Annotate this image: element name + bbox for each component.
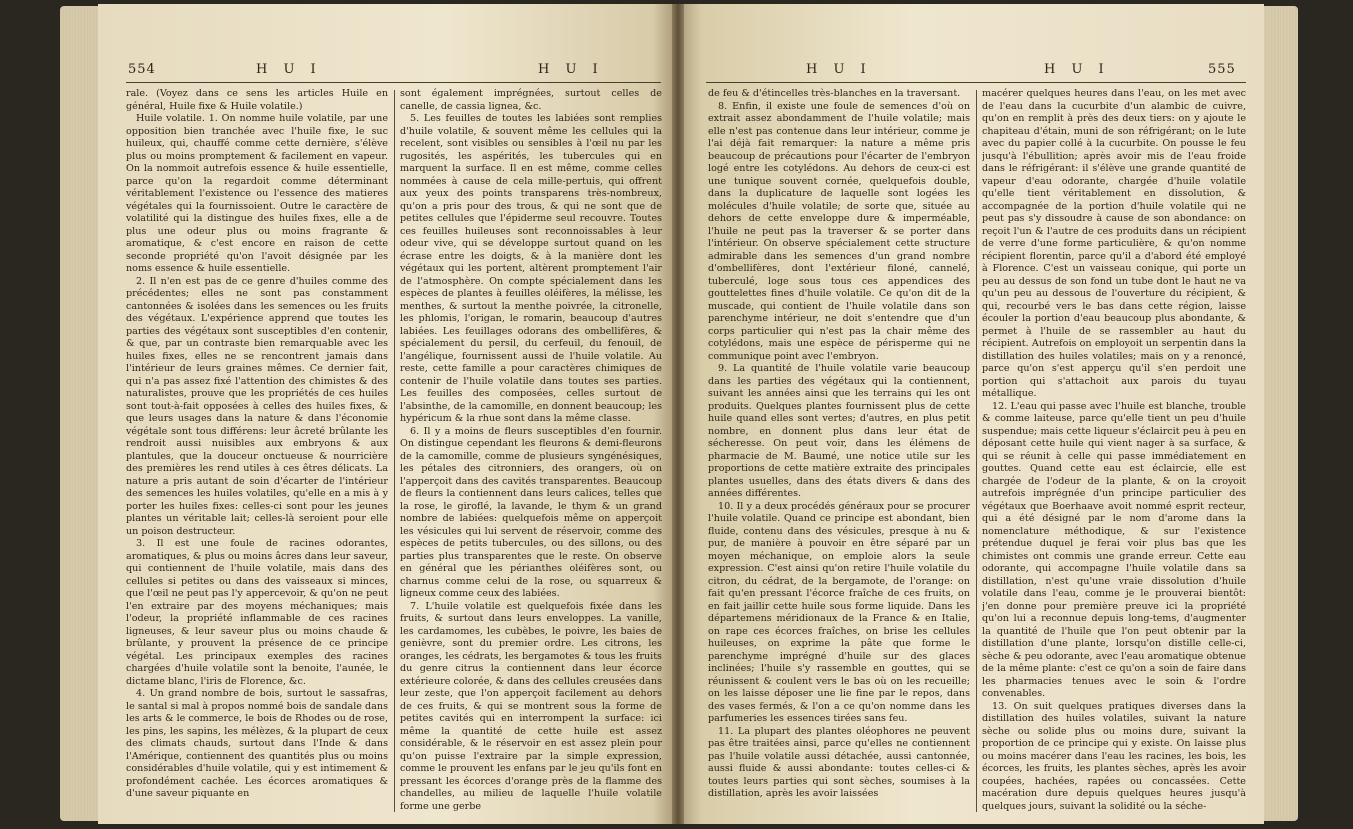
column-divider (394, 90, 395, 812)
left-page (98, 4, 676, 824)
text-column-2 (400, 88, 662, 814)
paragraph: 12. L'eau qui passe avec l'huile est blanche, trouble & comme laiteuse, parce qu'elle tient un peu d'huile suspendue; mais cette liqueur s'éclaircit peu à peu en déposant cette huile qui vient nager à sa surface, & qui se réunit à celle qui passe immédiatement en gouttes. Quand cette eau est éclaircie, elle est chargée de l'odeur de la plante, & on la croyoit autrefois imprégnée d'un principe particulier des végétaux que Boerhaave avoit nommé esprit recteur, qui a été désigné par le nom d'arome dans la nomenclature méthodique, & sur l'existence prétendue duquel je ferai voir plus bas que les chimistes ont commis une grande erreur. Cette eau odorante, qui accompagne l'huile volatile dans sa distillation, n'est qu'une vraie dissolution d'huile volatile dans l'eau, comme je le prouverai bientôt: j'en donne pour première preuve ici la propriété qu'on lui a reconnue depuis long-tems, d'augmenter la quantité de l'huile que l'on peut obtenir par la distillation d'une plante, lorsqu'on distille celle-ci, sèche & peu odorante, avec l'eau aromatique obtenue de la même plante: c'est ce qu'on a soin de faire dans les pharmacies tenues avec le soin & l'ordre convenables. (982, 400, 1246, 699)
paragraph: 7. L'huile volatile est quelquefois fixée dans les fruits, & surtout dans leurs enveloppes. La vanille, les cardamomes, les cubèbes, le poivre, les baies de genièvre, sont du premier ordre. Les citrons, les oranges, les cédrats, les bergamotes & tous les fruits du genre citrus la contiennent dans leur écorce extérieure colorée, & dans des cellules creusées dans leur zeste, que l'on apperçoit facilement au dehors de ces fruits, & qui se montrent sous la forme de petites cavités qui en interrompent la surface: ici même la quantité de cette huile est assez considérable, & le réservoir en est assez plein pour qu'on puisse l'extraire par la simple expression, comme le prouvent les enfans par le jeu qu'ils font en pressant les écorces d'orange près de la flamme des chandelles, au milieu de laquelle l'huile volatile forme une gerbe (400, 600, 662, 812)
left-page-edges (60, 6, 100, 821)
page-number: 554 (128, 62, 156, 77)
right-page-edges (1262, 6, 1298, 821)
paragraph: sont également imprégnées, surtout celles de canelle, de cassia lignea, &c. (400, 88, 662, 112)
paragraph: rale. (Voyez dans ce sens les articles Huile en général, Huile fixe & Huile volatile.) (126, 88, 388, 112)
paragraph: 4. Un grand nombre de bois, surtout le sassafras, le santal si mal à propos nommé bois de sandale dans les arts & le commerce, le bois de Rhodes ou de rose, les pins, les sapins, les mélèzes, & la plupart de ceux des climats chauds, surtout dans l'Inde & dans l'Amérique, contiennent des quantités plus ou moins considérables d'huile volatile, qui y est intimement & profondément cachée. Les écorces aromatiques & d'une saveur piquante en (126, 688, 388, 799)
paragraph: 3. Il est une foule de racines odorantes, aromatiques, & plus ou moins âcres dans leur saveur, qui contiennent de l'huile volatile, mais dans des cellules si petites ou dans des vaisseaux si minces, que l'œil ne peut pas l'y appercevoir, & qu'on ne peut l'en extraire par des moyens méchaniques; mais l'odeur, la propriété inflammable de ces racines ligneuses, & leur saveur plus ou moins chaude & brûlante, y prouvent la présence de ce principe végétal. Les principaux exemples des racines chargées d'huile volatile sont la benoite, l'aunée, le dictame blanc, l'iris de Florence, &c. (126, 538, 388, 687)
paragraph: 11. La plupart des plantes oléophores ne peuvent pas être traitées ainsi, parce qu'elles ne contiennent pas l'huile volatile aussi détachée, aussi cantonnée, aussi fluide & aussi abondante: toutes celles-ci & toutes leurs parties qui sont sèches, soumises à la distillation, après les avoir laissées (708, 725, 970, 799)
left-running-header (98, 62, 676, 82)
running-headword: H U I (1044, 62, 1110, 77)
text-column-1 (126, 88, 388, 814)
running-headword: H U I (806, 62, 872, 77)
paragraph: Huile volatile. 1. On nomme huile volatile, par une opposition bien tranchée avec l'huile fixe, le suc huileux, qui, chauffé comme cette dernière, s'élève plus ou moins promptement & facilement en vapeur. On la nommoit autrefois essence & huile essentielle, parce qu'on la regardoit comme déterminant véritablement l'existence ou l'essence des matieres végétales qui la fournissoient. Outre le caractère de volatilité qui la distingue des huiles fixes, elle a de plus une odeur plus ou moins fragrante & aromatique, & c'est encore en raison de cette seconde propriété qu'on l'avoit désignée par les noms essence & huile essentielle. (126, 113, 388, 274)
paragraph: 8. Enfin, il existe une foule de semences d'où on extrait assez abondamment de l'huile volatile; mais elle n'est pas contenue dans leur intérieur, comme je l'ai déjà fait remarquer: la nature a même pris beaucoup de précautions pour l'écarter de l'embryon logé entre les cotylédons. Au dehors de ceux-ci est une tunique souvent cornée, quelquefois double, dans la duplicature de laquelle sont logées les molécules d'huile volatile; de sorte que, située au dehors de cette enveloppe dure & imperméable, l'huile ne peut pas la traverser & se porter dans l'intérieur. On observe spécialement cette structure admirable dans les semences d'un grand nombre d'ombellifères, dont l'extérieur filoné, cannelé, tuberculé, loge sous tous ces appendices des gouttelettes fines d'huile volatile. Ce qu'on dit de la muscade, qui contient de l'huile volatile dans son parenchyme intérieur, ne doit s'entendre que d'un corps particulier qui n'est pas la chair même des cotylédons, mais une espèce de périsperme qui ne communique point avec l'embryon. (708, 100, 970, 362)
paragraph: 6. Il y a moins de fleurs susceptibles d'en fournir. On distingue cependant les fleurons & demi-fleurons de la camomille, comme de plusieurs syngénésiques, les pétales des citronniers, des orangers, où on l'apperçoit dans des cavités transparentes. Beaucoup de fleurs la contiennent dans leurs calices, telles que la rose, le giroflé, la lavande, le thym & un grand nombre de labiées: quelquefois même on apperçoit les vésicules qui lui servent de réservoir, comme des espèces de petits tubercules, ou des sillons, ou des parties plus transparentes que le reste. On observe en général que les périanthes oléifères sont, ou charnus comme celui de la rose, ou squarreux & ligneux comme ceux des labiées. (400, 425, 662, 599)
header-rule (706, 82, 1246, 83)
book-gutter (672, 4, 684, 824)
right-running-header (678, 62, 1264, 82)
page-number: 555 (1208, 62, 1236, 77)
running-headword: H U I (538, 62, 604, 77)
text-column-2 (982, 88, 1246, 814)
paragraph: 10. Il y a deux procédés généraux pour se procurer l'huile volatile. Quand ce principe est abondant, bien fluide, contenu dans des vésicules, presque à nu & pur, de manière à pouvoir en être séparé par un moyen méchanique, on emploie alors la seule expression. C'est ainsi qu'on retire l'huile volatile du citron, du cédrat, de la bergamote, de l'orange: on fait qu'en pressant l'écorce fraîche de ces fruits, on en fait jaillir cette huile sous forme liquide. Dans les départemens méridionaux de la France & en Italie, on rape ces écorces fraîches, on brise les cellules huileuses, on exprime la pâte que forme le parenchyme imprégné d'huile sur des glaces inclinées; l'huile s'y rassemble en gouttes, qui se réunissent & coulent vers le bas où on les recueille; on les laisse déposer une lie fine par le repos, dans des vases fermés, & l'on a ce qu'on nomme dans les parfumeries les essences tirées sans feu. (708, 500, 970, 724)
column-divider (976, 90, 977, 812)
paragraph: 2. Il n'en est pas de ce genre d'huiles comme des précédentes; elles ne sont pas constamment cantonnées & isolées dans les semences ou les fruits des végétaux. L'expérience apprend que toutes les parties des végétaux sont susceptibles d'en contenir, & que, par un contraste bien remarquable avec les huiles fixes, elles ne se rencontrent jamais dans l'intérieur de leurs graines mêmes. Ce dernier fait, qui n'a pas assez fixé l'attention des chimistes & des naturalistes, prouve que les propriétés de ces huiles sont tout-à-fait opposées à celles des huiles fixes, & que leurs usages dans la nature & dans l'économie végétale sont tous différens: leur âcreté brûlante les rendroit aussi nuisibles aux embryons & aux plantules, que la douceur onctueuse & nourricière des premières les rend utiles à ces êtres délicats. La nature a pris autant de soin d'écarter de l'intérieur des semences les huiles volatiles, qu'elle en a mis à y porter les huiles fixes: celles-ci sont pour les jeunes plantes un véritable lait; celles-là seroient pour elle un poison destructeur. (126, 275, 388, 537)
paragraph: 9. La quantité de l'huile volatile varie beaucoup dans les parties des végétaux qui la contiennent, suivant les années ainsi que les terrains qui les ont produits. Quelques plantes fournissent plus de cette huile quand elles sont vertes; d'autres, en plus petit nombre, en donnent plus dans leur état de sécheresse. On peut voir, dans les élémens de pharmacie de M. Baumé, une notice utile sur les proportions de cette matière extraite des principales plantes usuelles, dans des états divers & dans des années différentes. (708, 363, 970, 499)
paragraph: 13. On suit quelques pratiques diverses dans la distillation des huiles volatiles, suivant la nature sèche ou solide plus ou moins dure, suivant la proportion de ce principe qui y existe. On laisse plus ou moins macérer dans l'eau les racines, les bois, les écorces, les fruits, les plantes sèches, après les avoir coupées, hachées, rapées ou concassées. Cette macération dure depuis quelques heures jusqu'à quelques jours, suivant la solidité ou la séche- (982, 700, 1246, 812)
running-headword: H U I (256, 62, 322, 77)
paragraph: macérer quelques heures dans l'eau, on les met avec de l'eau dans la cucurbite d'un alambic de cuivre, qu'on en remplit à près des deux tiers: on y ajoute le chapiteau d'étain, muni de son réfrigérant; on le lute avec du papier collé à la cucurbite. On pousse le feu jusqu'à l'ébullition; après avoir mis de l'eau froide dans le réfrigérant: il s'élève une grande quantité de vapeur d'eau odorante, chargée d'huile volatile qu'elle tient véritablement en dissolution, & accompagnée de la portion d'huile volatile qui ne peut pas s'y dissoudre à cause de son abondance: on reçoit l'un & l'autre de ces produits dans un récipient de verre d'une forme particulière, & qu'on nomme récipient florentin, parce qu'il a d'abord été employé à Florence. C'est un vaisseau conique, qui porte un peu au dessus de son fond un tube dont le haut ne va qu'un peu au dessous de l'ouverture du récipient, & qui, recourbé vers le bas dans cette région, laisse écouler la portion d'eau beaucoup plus abondante, & permet à l'huile de se rassembler au haut du récipient. Autrefois on employoit un serpentin dans la distillation des huiles volatiles; mais on y a renoncé, parce qu'on s'est apperçu qu'il s'en perdoit une portion qui s'attachoit aux parois du tuyau métallique. (982, 88, 1246, 399)
text-column-1 (708, 88, 970, 814)
paragraph: 5. Les feuilles de toutes les labiées sont remplies d'huile volatile, & souvent même les cellules qui la recelent, sont visibles ou sensibles à l'œil nu par les rugosités, les aspérités, les tubercules qui en marquent la surface. Il en est même, comme celles nommées à cause de cela mille-pertuis, qui offrent aux yeux des points transparens très-nombreux, qu'on a pris pour des trous, & qui ne sont que de petites cellules que l'épiderme seul recouvre. Toutes ces feuilles huileuses sont reconnoissables à leur odeur vive, qui se développe surtout quand on les écrase entre les doigts, & à la manière dont les végétaux qui les portent, altèrent promptement l'air de l'atmosphère. On compte spécialement dans les espèces de plantes à feuilles oléifères, la mélisse, les menthes, & surtout la menthe poivrée, la citronelle, les phlomis, l'origan, le romarin, beaucoup d'autres labiées. Les feuillages odorans des ombellifères, & spécialement du persil, du cerfeuil, du fenouil, de l'angélique, fournissent aussi de l'huile volatile. Au reste, cette famille a pour caractères chimiques de contenir de l'huile volatile dans toutes ses parties. Les feuilles des composées, celles surtout de l'absinthe, de la camomille, en donnent beaucoup; les hypéricum & la rhue sont dans la même classe. (400, 113, 662, 424)
header-rule (126, 82, 661, 83)
right-page (678, 4, 1264, 824)
paragraph: de feu & d'étincelles très-blanches en la traversant. (708, 88, 961, 99)
